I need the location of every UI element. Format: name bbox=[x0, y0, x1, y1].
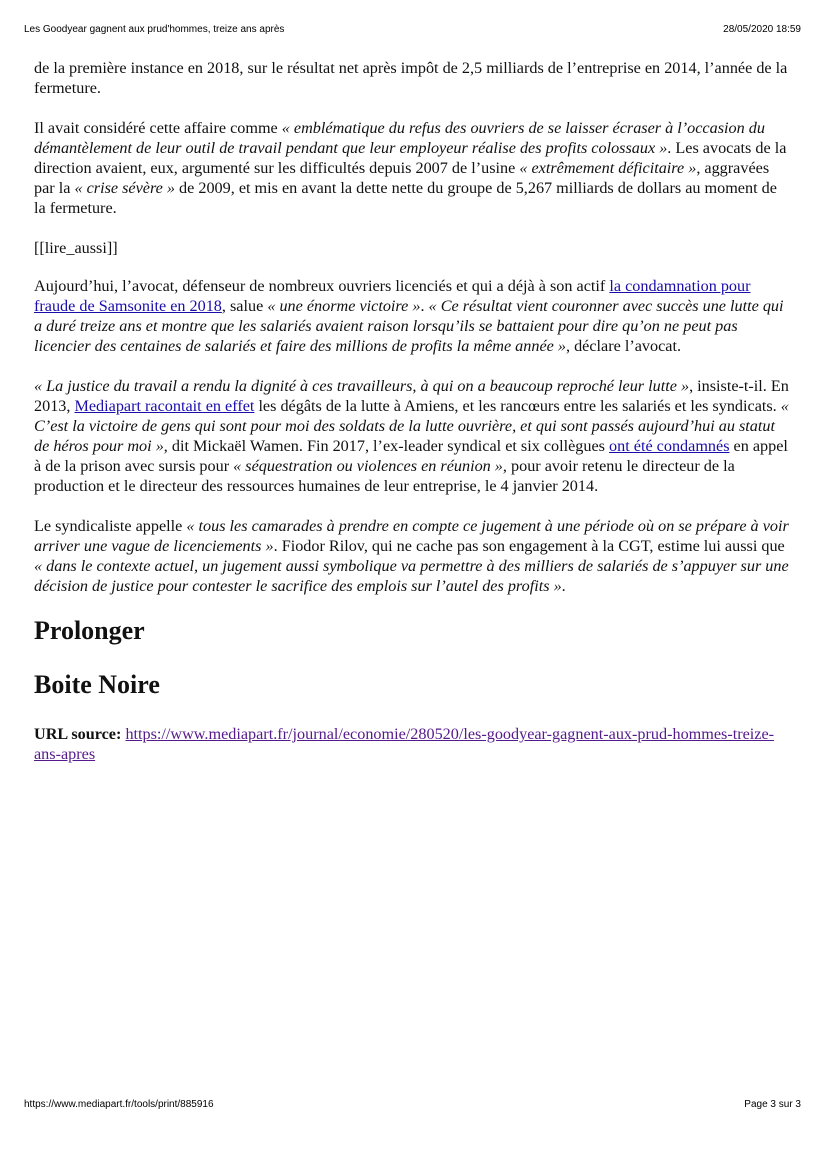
mediapart-article-link[interactable]: Mediapart racontait en effet bbox=[74, 397, 255, 415]
heading-boite-noire: Boite Noire bbox=[34, 670, 160, 699]
print-header-datetime: 28/05/2020 18:59 bbox=[723, 24, 801, 35]
text: , déclare l’avocat. bbox=[565, 337, 682, 355]
print-footer bbox=[24, 1099, 801, 1110]
source-url-link[interactable]: https://www.mediapart.fr/journal/economie/280520/les-goodyear-gagnent-aux-prud-hommes-treize-ans-apres bbox=[34, 725, 775, 763]
paragraph-1: de la première instance en 2018, sur le résultat net après impôt de 2,5 milliards de l’entreprise en 2014, l’année de la fermeture. bbox=[34, 59, 788, 97]
text: de 2009, et mis en avant la dette nette du groupe de 5,267 milliards de dollars au moment de la fermeture. bbox=[34, 179, 777, 217]
text: les dégâts de la lutte à Amiens, et les rancœurs entre les salariés et les syndicats. bbox=[254, 397, 781, 415]
quote: « La justice du travail a rendu la dignité à ces travailleurs, à qui on a beaucoup reproché leur lutte » bbox=[34, 377, 690, 395]
quote: « extrêmement déficitaire » bbox=[519, 159, 697, 177]
print-header-title: Les Goodyear gagnent aux prud'hommes, treize ans après bbox=[24, 24, 285, 35]
quote: « emblématique du refus des ouvriers de se laisser écraser à l’occasion du démantèlement de leur outil de travail pendant que leur employeur réalise des profits colossaux » bbox=[34, 119, 765, 157]
paragraph-2 bbox=[34, 118, 792, 218]
text: Le syndicaliste appelle bbox=[34, 517, 187, 535]
condamnes-link[interactable]: ont été condamnés bbox=[609, 437, 730, 455]
quote: « crise sévère » bbox=[74, 179, 175, 197]
text: , dit Mickaël Wamen. Fin 2017, l’ex-leader syndical et six collègues bbox=[163, 437, 610, 455]
quote: « une énorme victoire » bbox=[267, 297, 421, 315]
quote: « séquestration ou violences en réunion » bbox=[233, 457, 503, 475]
quote: « Ce résultat vient couronner avec succès une lutte qui a duré treize ans et montre que les salariés avaient raison lorsqu’ils se battaient pour dire qu’on ne peut pas licencier des centaines de salariés et faire des millions de profits la même année » bbox=[34, 297, 784, 355]
text: . bbox=[561, 577, 566, 595]
text: . bbox=[420, 297, 429, 315]
text: en appel à de la prison avec sursis pour bbox=[34, 437, 788, 475]
paragraph-5 bbox=[34, 516, 792, 596]
text: Il avait considéré cette affaire comme bbox=[34, 119, 282, 137]
text: , insiste-t-il. En 2013, bbox=[34, 377, 789, 415]
samsonite-link[interactable]: la condamnation pour fraude de Samsonite en 2018 bbox=[34, 277, 751, 315]
quote: « C’est la victoire de gens qui sont pour moi des soldats de la lutte ouvrière, et qui sont passés aujourd’hui au statut de héros pour moi » bbox=[34, 397, 789, 455]
text: , pour avoir retenu le directeur de la production et le directeur des ressources humaines de leur entreprise, le 4 janvier 2014. bbox=[34, 457, 735, 495]
text: . Les avocats de la direction avaient, eux, argumenté sur les difficultés depuis 2007 de l’usine bbox=[34, 139, 787, 177]
text: , salue bbox=[221, 297, 268, 315]
print-footer-url: https://www.mediapart.fr/tools/print/885916 bbox=[24, 1099, 214, 1110]
heading-prolonger: Prolonger bbox=[34, 616, 145, 645]
quote: « dans le contexte actuel, un jugement aussi symbolique va permettre à des milliers de salariés de s’appuyer sur une décision de justice pour contester le sacrifice des emplois sur l’autel des profits » bbox=[34, 557, 789, 595]
quote: « tous les camarades à prendre en compte ce jugement à une période où on se prépare à voir arriver une vague de licenciements » bbox=[34, 517, 789, 555]
lire-aussi-placeholder: [[lire_aussi]] bbox=[34, 239, 118, 257]
source-url-line bbox=[34, 724, 792, 764]
source-url-label: URL source: bbox=[34, 725, 122, 743]
text: Aujourd’hui, l’avocat, défenseur de nombreux ouvriers licenciés et qui a déjà à son actif bbox=[34, 277, 610, 295]
text: . Fiodor Rilov, qui ne cache pas son engagement à la CGT, estime lui aussi que bbox=[273, 537, 785, 555]
article-body bbox=[34, 58, 792, 784]
paragraph-3 bbox=[34, 276, 792, 356]
print-header bbox=[24, 24, 801, 35]
paragraph-4 bbox=[34, 376, 792, 496]
print-footer-page: Page 3 sur 3 bbox=[744, 1099, 801, 1110]
text: , aggravées par la bbox=[34, 159, 770, 197]
